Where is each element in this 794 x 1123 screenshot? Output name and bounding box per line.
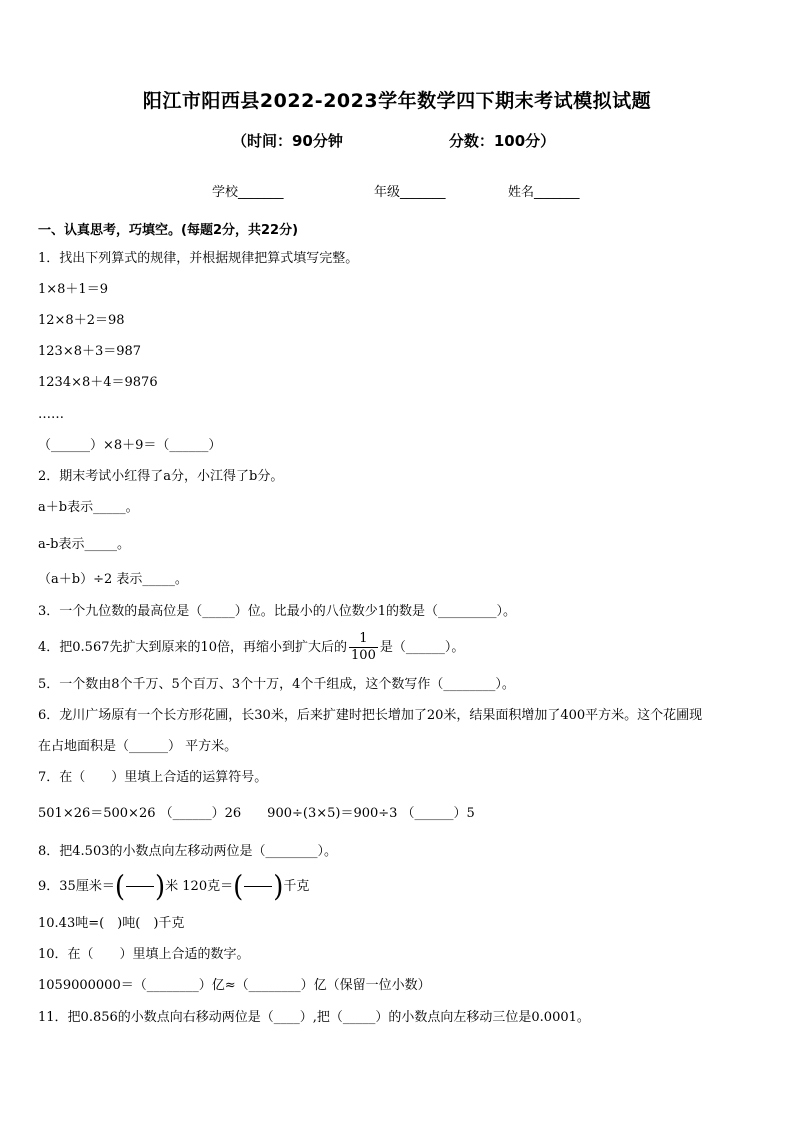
q1-fill[interactable]: （______）×8＋9＝（______）: [38, 438, 222, 453]
q1-eq2: 12×8＋2＝98: [38, 313, 125, 328]
q9-line2[interactable]: 10.43吨=( )吨( )千克: [38, 916, 185, 931]
q10-stem: 10．在（ ）里填上合适的数字。: [38, 947, 250, 962]
q9-fraction-bar-1[interactable]: [126, 886, 154, 887]
paren-open-icon: (: [233, 870, 244, 903]
time-label: （时间：90分钟: [232, 132, 343, 150]
q7-stem: 7．在（ ）里填上合适的运算符号。: [38, 770, 268, 785]
q5-text[interactable]: 5．一个数由8个千万、5个百万、3个十万，4个千组成，这个数写作（________）。: [38, 677, 515, 692]
q1-eq3: 123×8＋3＝987: [38, 344, 142, 359]
school-field[interactable]: 学校_______: [212, 185, 284, 200]
q1-dots: ……: [38, 407, 64, 422]
q4-line[interactable]: [38, 631, 464, 664]
student-info: [212, 181, 580, 200]
exam-subtitle: [232, 130, 555, 151]
paren-close-icon: ): [273, 870, 284, 903]
q4-fraction-num: 1: [349, 631, 378, 648]
paren-close-icon: ): [154, 870, 166, 903]
q9-pre: 9．35厘米＝: [38, 879, 115, 894]
q2-a[interactable]: a＋b表示_____。: [38, 500, 139, 515]
q4-fraction-den: 100: [351, 648, 376, 663]
score-label: 分数：100分）: [448, 132, 556, 150]
q2-b[interactable]: a-b表示_____。: [38, 537, 130, 552]
q6-line2[interactable]: 在占地面积是（______） 平方米。: [38, 739, 238, 754]
q9-fraction-bar-2[interactable]: [244, 886, 272, 887]
q3-text[interactable]: 3．一个九位数的最高位是（_____）位。比最小的八位数少1的数是（_________）。: [38, 604, 517, 619]
q4-fraction: [349, 631, 378, 664]
paren-open-icon: (: [114, 870, 125, 903]
q7-expr[interactable]: 501×26＝500×26 （______）26 900÷(3×5)＝900÷3 （______）5: [38, 806, 475, 821]
q9-mid: 米 120克＝: [165, 879, 234, 894]
section-heading: 一、认真思考，巧填空。(每题2分，共22分): [38, 223, 299, 238]
q10-expr[interactable]: 1059000000＝（________）亿≈（________）亿（保留一位小数）: [38, 978, 431, 993]
q1-eq4: 1234×8＋4＝9876: [38, 375, 158, 390]
exam-title: 阳江市阳西县2022-2023学年数学四下期末考试模拟试题: [142, 90, 652, 112]
q1-stem: 1．找出下列算式的规律，并根据规律把算式填写完整。: [38, 251, 359, 266]
q9-post: 千克: [283, 879, 310, 894]
q8-text[interactable]: 8．把4.503的小数点向左移动两位是（________）。: [38, 844, 337, 859]
q2-stem: 2．期末考试小红得了a分，小江得了b分。: [38, 469, 284, 484]
q2-c[interactable]: （a＋b）÷2 表示_____。: [38, 572, 188, 587]
grade-field[interactable]: 年级_______: [374, 185, 446, 200]
q11-text[interactable]: 11．把0.856的小数点向右移动两位是（____）,把（_____）的小数点向左移动三位是0.0001。: [38, 1010, 590, 1025]
q1-eq1: 1×8＋1＝9: [38, 282, 108, 297]
q9-line1[interactable]: [38, 872, 309, 902]
q4-pre: 4．把0.567先扩大到原来的10倍，再缩小到扩大后的: [38, 640, 348, 655]
q6-line1: 6．龙川广场原有一个长方形花圃，长30米，后来扩建时把长增加了20米，结果面积增加了400平方米。这个花圃现: [38, 708, 703, 723]
name-field[interactable]: 姓名_______: [508, 185, 580, 200]
q4-post: 是（______）。: [379, 640, 465, 655]
